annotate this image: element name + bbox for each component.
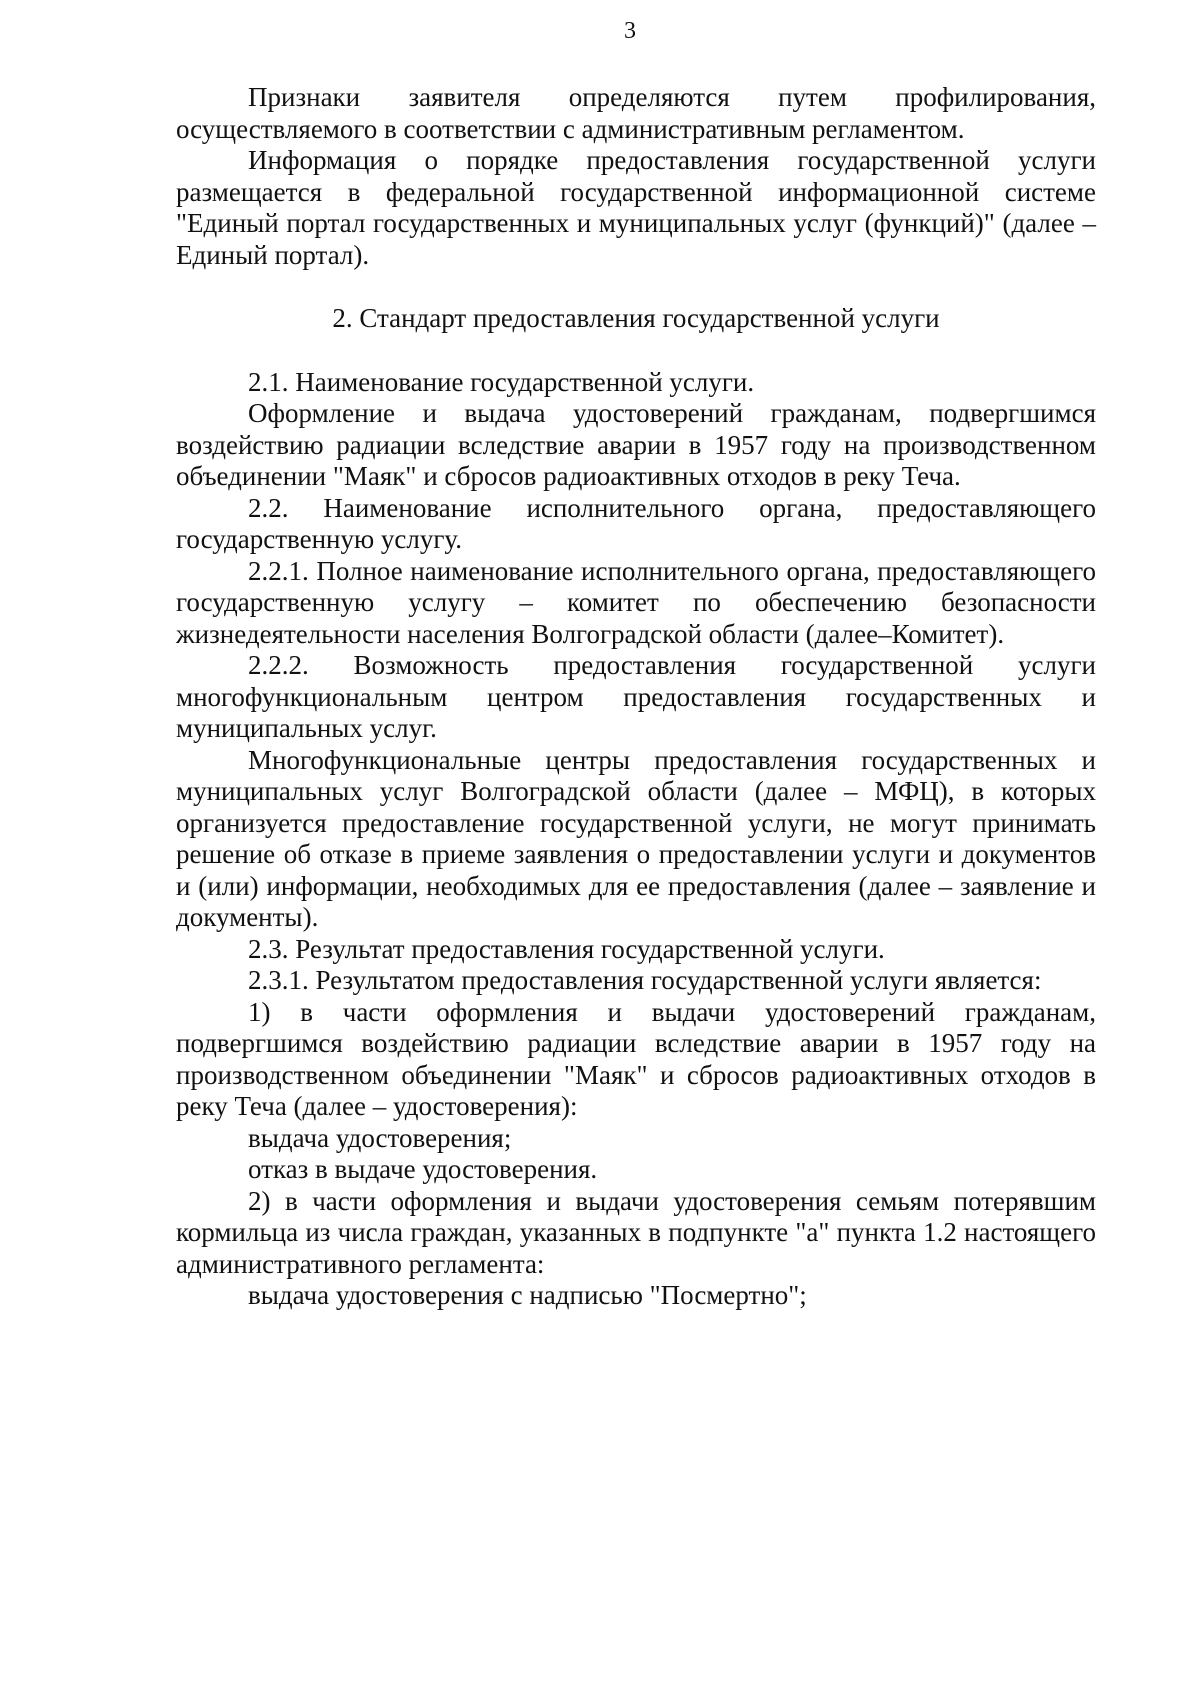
paragraph-applicant-features: Признаки заявителя определяются путем профилирования, осуществляемого в соответствии с административным регламентом.	[176, 82, 1096, 144]
paragraph-2-2-2: 2.2.2. Возможность предоставления государственной услуги многофункциональным центром предоставления государственных и муниципальных услуг.	[176, 650, 1096, 743]
paragraph-service-name: Оформление и выдача удостоверений гражданам, подвергшимся воздействию радиации вследствие аварии в 1957 году на производственном объединении "Маяк" и сбросов радиоактивных отходов в реку Теча.	[176, 398, 1096, 491]
paragraph-2-2: 2.2. Наименование исполнительного органа, предоставляющего государственную услугу.	[176, 492, 1096, 554]
paragraph-item-1: 1) в части оформления и выдачи удостоверений гражданам, подвергшимся воздействию радиации вследствие аварии в 1957 году на производственном объединении "Маяк" и сбросов радиоактивных отходов в реку Теча (далее – удостоверения):	[176, 996, 1096, 1121]
paragraph-2-2-1: 2.2.1. Полное наименование исполнительного органа, предоставляющего государственную услугу – комитет по обеспечению безопасности жизнедеятельности населения Волгоградской области (далее–Комитет).	[176, 555, 1096, 649]
section-heading: 2. Стандарт предоставления государственной услуги	[332, 303, 940, 333]
paragraph-issue-certificate: выдача удостоверения;	[248, 1122, 512, 1153]
paragraph-item-2: 2) в части оформления и выдачи удостоверения семьям потерявшим кормильца из числа граждан, указанных в подпункте "а" пункта 1.2 настоящего административного регламента:	[176, 1185, 1096, 1279]
paragraph-2-3-1: 2.3.1. Результатом предоставления государственной услуги является:	[248, 965, 1042, 995]
paragraph-mfc: Многофункциональные центры предоставления государственных и муниципальных услуг Волгоградской области (далее – МФЦ), в которых организуется предоставление государственной услуги, не могут принимать решение об отказе в приеме заявления о предоставлении услуги и документов и (или) информации, необходимых для ее предоставления (далее – заявление и документы).	[176, 744, 1096, 932]
paragraph-2-3: 2.3. Результат предоставления государственной услуги.	[248, 933, 885, 964]
page-number: 3	[624, 18, 636, 44]
paragraph-refusal: отказ в выдаче удостоверения.	[248, 1154, 598, 1184]
paragraph-info-portal: Информация о порядке предоставления государственной услуги размещается в федеральной государственной информационной системе "Единый портал государственных и муниципальных услуг (функций)" (далее – Единый портал).	[176, 145, 1096, 270]
paragraph-2-1: 2.1. Наименование государственной услуги.	[248, 366, 755, 397]
paragraph-posthumous: выдача удостоверения с надписью "Посмертно";	[248, 1280, 807, 1310]
document-body	[176, 82, 1096, 1312]
